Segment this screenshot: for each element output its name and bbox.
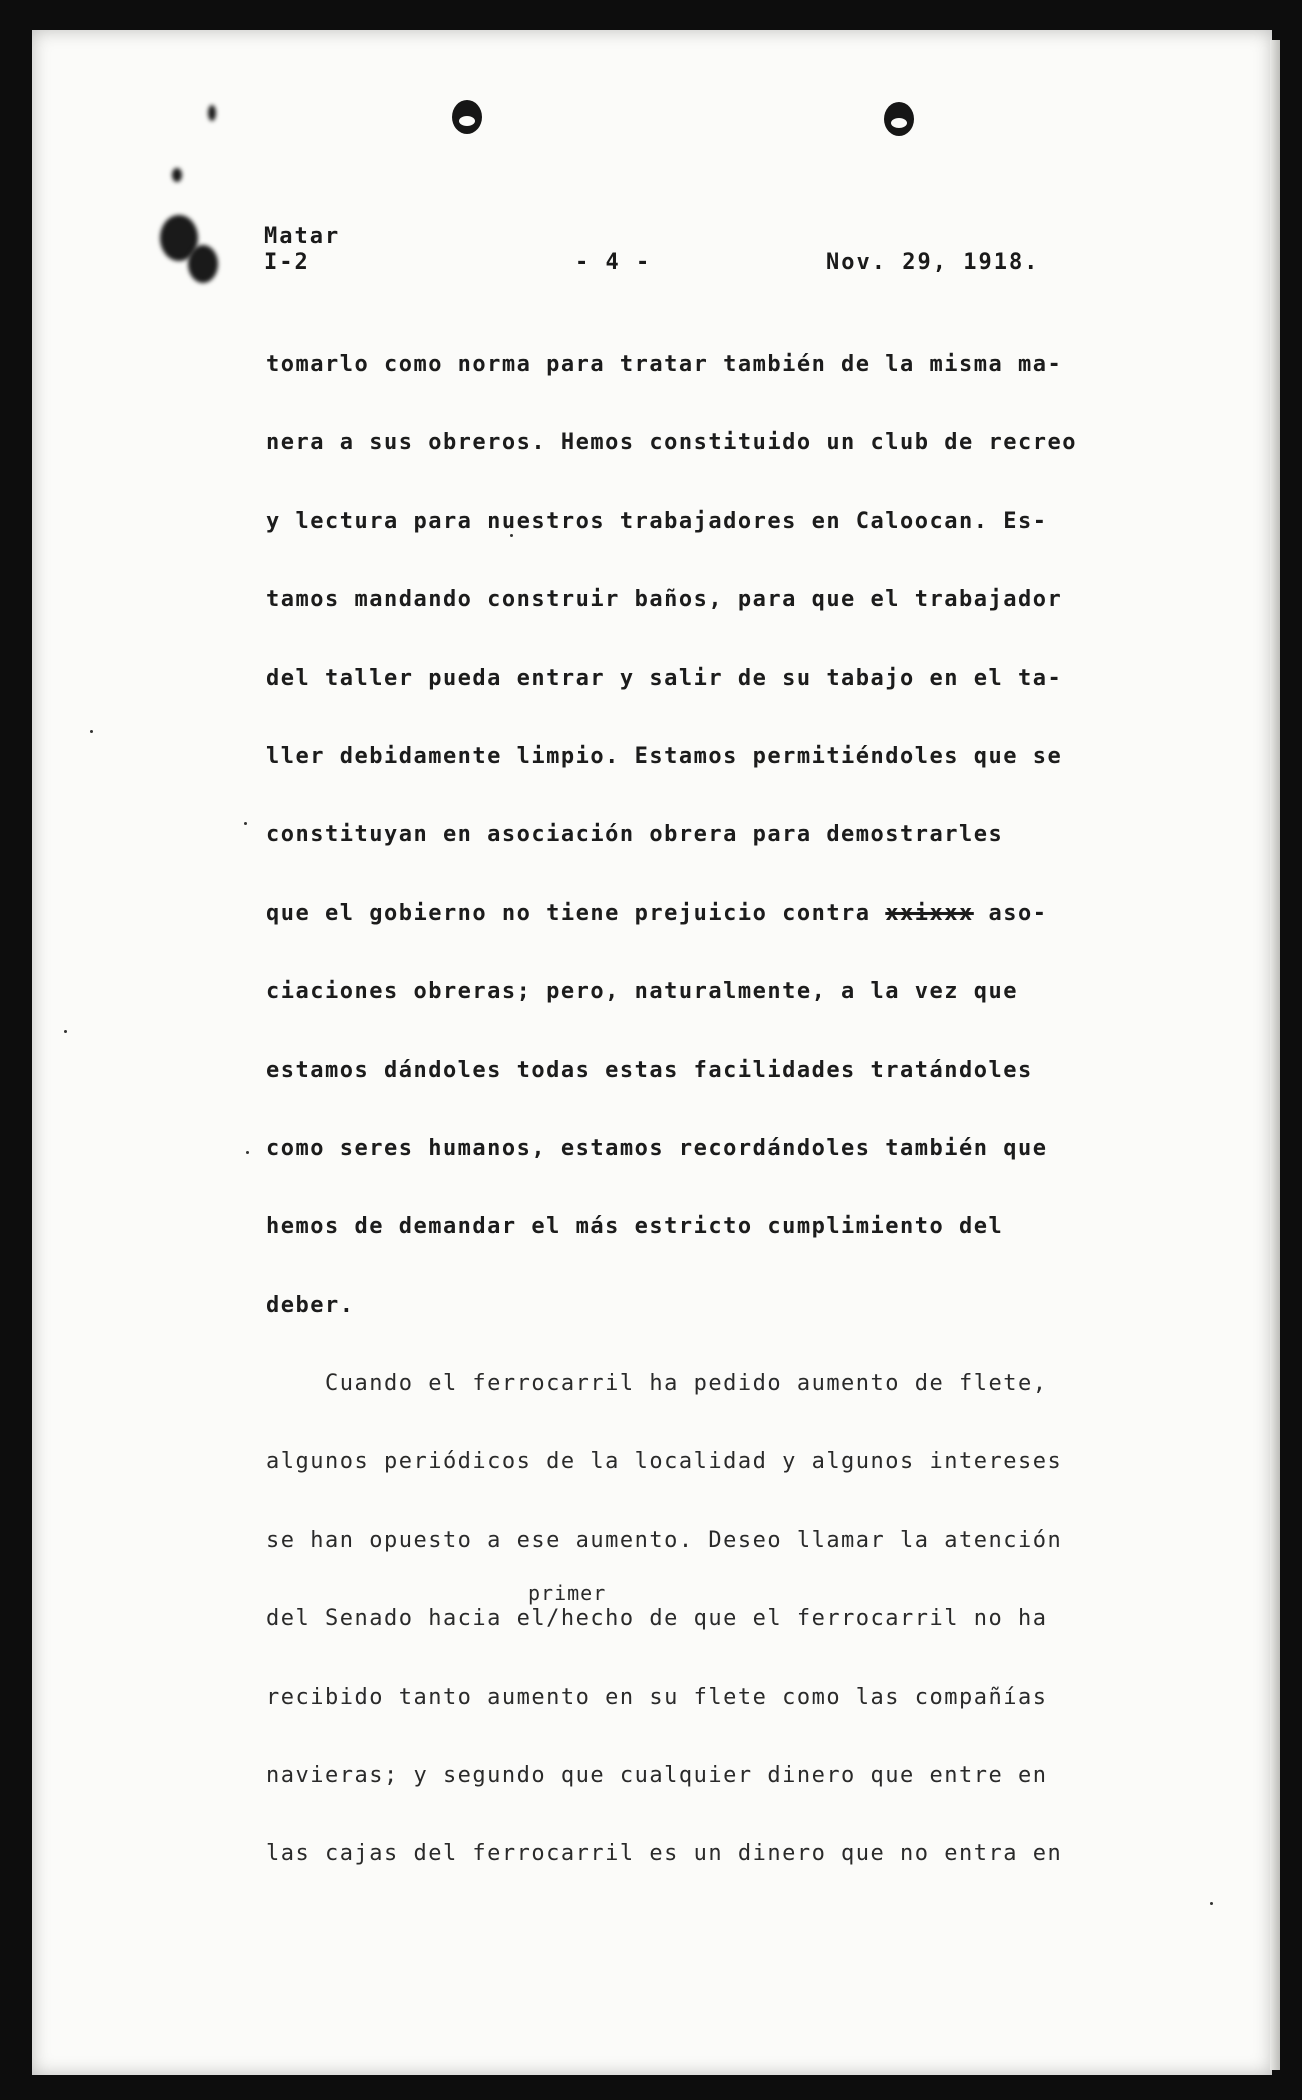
struck-out-text: xxixxx (885, 900, 974, 926)
text-line: algunos periódicos de la localidad y algunos intereses (266, 1449, 1063, 1475)
text-line: navieras; y segundo que cualquier dinero que entre en (266, 1763, 1048, 1789)
text-line: ller debidamente limpio. Estamos permitiéndoles que se (266, 743, 1063, 769)
text-segment: aso- (973, 900, 1048, 926)
text-line: tamos mandando construir baños, para que el trabajador (266, 587, 1063, 613)
text-line (266, 1581, 1126, 1682)
text-segment: hecho de que el ferrocarril no ha (560, 1606, 1048, 1632)
header-name: Matar (264, 224, 341, 249)
text-line: tomarlo como norma para tratar también de la misma ma- (266, 352, 1063, 377)
text-line: nera a sus obreros. Hemos constituido un club de recreo (266, 430, 1077, 456)
text-line: constituyan en asociación obrera para demostrarles (266, 822, 1004, 848)
page-number: - 4 - (575, 250, 652, 275)
text-segment: que el gobierno no tiene prejuicio contra (266, 900, 871, 926)
header-file: I-2 (264, 250, 310, 275)
handwritten-insertion: primer (528, 1581, 607, 1606)
text-line: como seres humanos, estamos recordándoles también que (266, 1135, 1048, 1161)
text-line: hemos de demandar el más estricto cumplimiento del (266, 1214, 1004, 1240)
text-line: ciaciones obreras; pero, naturalmente, a la vez que (266, 979, 1019, 1005)
punch-hole (884, 102, 914, 136)
text-line: del taller pueda entrar y salir de su tabajo en el ta- (266, 665, 1063, 691)
speck (90, 730, 93, 733)
document-date: Nov. 29, 1918. (826, 250, 1040, 275)
text-line: y lectura para nuestros trabajadores en Caloocan. Es- (266, 508, 1048, 534)
insertion-anchor (266, 1581, 607, 1634)
text-line (266, 899, 1126, 977)
ink-blot (172, 168, 182, 182)
text-line: las cajas del ferrocarril es un dinero que no entra en (266, 1841, 1063, 1867)
ink-blot (208, 105, 216, 121)
punch-hole (452, 100, 482, 134)
speck (246, 1151, 249, 1154)
speck (244, 822, 247, 825)
page-edge-shadow (1270, 40, 1280, 2070)
text-line: deber. (266, 1292, 355, 1318)
body-text (266, 350, 1126, 1918)
text-segment: del Senado hacia el/ (266, 1606, 561, 1632)
speck (64, 1030, 67, 1033)
text-line: recibido tanto aumento en su flete como las compañías (266, 1684, 1048, 1710)
document-header (264, 224, 340, 276)
text-line: se han opuesto a ese aumento. Deseo llamar la atención (266, 1527, 1063, 1553)
ink-blot (188, 245, 218, 283)
text-line: estamos dándoles todas estas facilidades tratándoles (266, 1057, 1033, 1083)
speck (1210, 1902, 1213, 1905)
text-line: Cuando el ferrocarril ha pedido aumento de flete, (266, 1371, 1048, 1397)
